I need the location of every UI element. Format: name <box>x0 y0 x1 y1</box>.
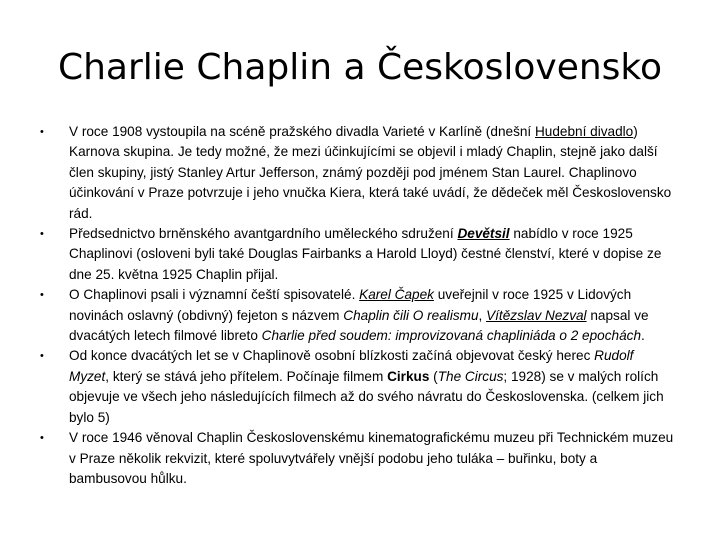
bullet-item <box>40 285 675 346</box>
bullet-icon: • <box>40 432 44 445</box>
bullet-text: Předsednictvo brněnského avantgardního uměleckého sdružení <box>69 226 458 242</box>
bullet-text: ; 1928) se v malých rolích objevuje ve všech jeho následujících filmech až do svého návratu do Československa. (celkem jich bylo 5) <box>69 368 664 425</box>
bullet-icon: • <box>40 289 44 302</box>
bullet-item <box>40 346 675 428</box>
work-title: Chaplin čili O realismu <box>343 307 479 323</box>
bullet-text: ) Karnova skupina. Je tedy možné, že mezi účinkujícími se objevil i mladý Chaplin, stejně jako další člen skupiny, jistý Stanley Artur Jefferson, známý později pod jménem Stan Laurel. Chaplinovo účinkování v Praze potvrzuje i jeho vnučka Kiera, která také uvádí, že dědeček měl Československo rád. <box>69 124 672 221</box>
bullet-text: V roce 1946 věnoval Chaplin Československému kinematografickému muzeu při Technickém muzeu v Praze několik rekvizit, které spoluvytvářely vnější podobu jeho tuláka – buřinku, boty a bambusovou hůlku. <box>69 430 674 486</box>
link-karel-capek[interactable]: Karel Čapek <box>359 287 434 303</box>
bullet-text: Od konce dvacátých let se v Chaplinově osobní blízkosti začíná objevovat český herec <box>69 348 595 364</box>
bullet-text: nabídlo v roce 1925 Chaplinovi (osloveni byli také Douglas Fairbanks a Harold Lloyd) čestné členství, které v dopise ze dne 25. května 1925 Chaplin přijal. <box>69 226 662 282</box>
person-name: Rudolf Myzet <box>69 348 634 384</box>
bullet-text: ( <box>429 368 438 384</box>
bullet-text: . <box>641 328 645 344</box>
bullet-text: , <box>478 307 487 323</box>
bullet-icon: • <box>40 228 44 241</box>
bullet-item <box>40 122 675 224</box>
bullet-icon: • <box>40 126 44 138</box>
link-devetsil[interactable]: Devětsil <box>457 226 510 242</box>
film-title: Cirkus <box>387 368 430 384</box>
bullet-text: uveřejnil v roce 1925 v Lidových novinách oslavný (obdivný) fejeton s názvem <box>69 287 632 323</box>
link-hudebni-divadlo[interactable]: Hudební divadlo <box>534 124 634 139</box>
bullet-text: O Chaplinovi psali i významní čeští spisovatelé. <box>69 287 360 303</box>
bullet-text: , který se stává jeho přítelem. Počínaje filmem <box>105 368 388 384</box>
bullet-list <box>40 122 675 489</box>
bullet-text: V roce 1908 vystoupila na scéně pražského divadla Varieté v Karlíně (dnešní <box>69 124 535 139</box>
bullet-text: napsal ve dvacátých letech filmové libreto <box>69 307 649 344</box>
film-title-original: The Circus <box>437 368 504 384</box>
bullet-item <box>40 224 675 285</box>
bullet-item <box>40 428 675 489</box>
bullet-icon: • <box>40 350 44 363</box>
work-title: Charlie před soudem: improvizovaná chapliniáda o 2 epochách <box>261 328 642 344</box>
slide-title: Charlie Chaplin a Československo <box>57 47 663 88</box>
link-vitezslav-nezval[interactable]: Vítězslav Nezval <box>486 307 587 323</box>
